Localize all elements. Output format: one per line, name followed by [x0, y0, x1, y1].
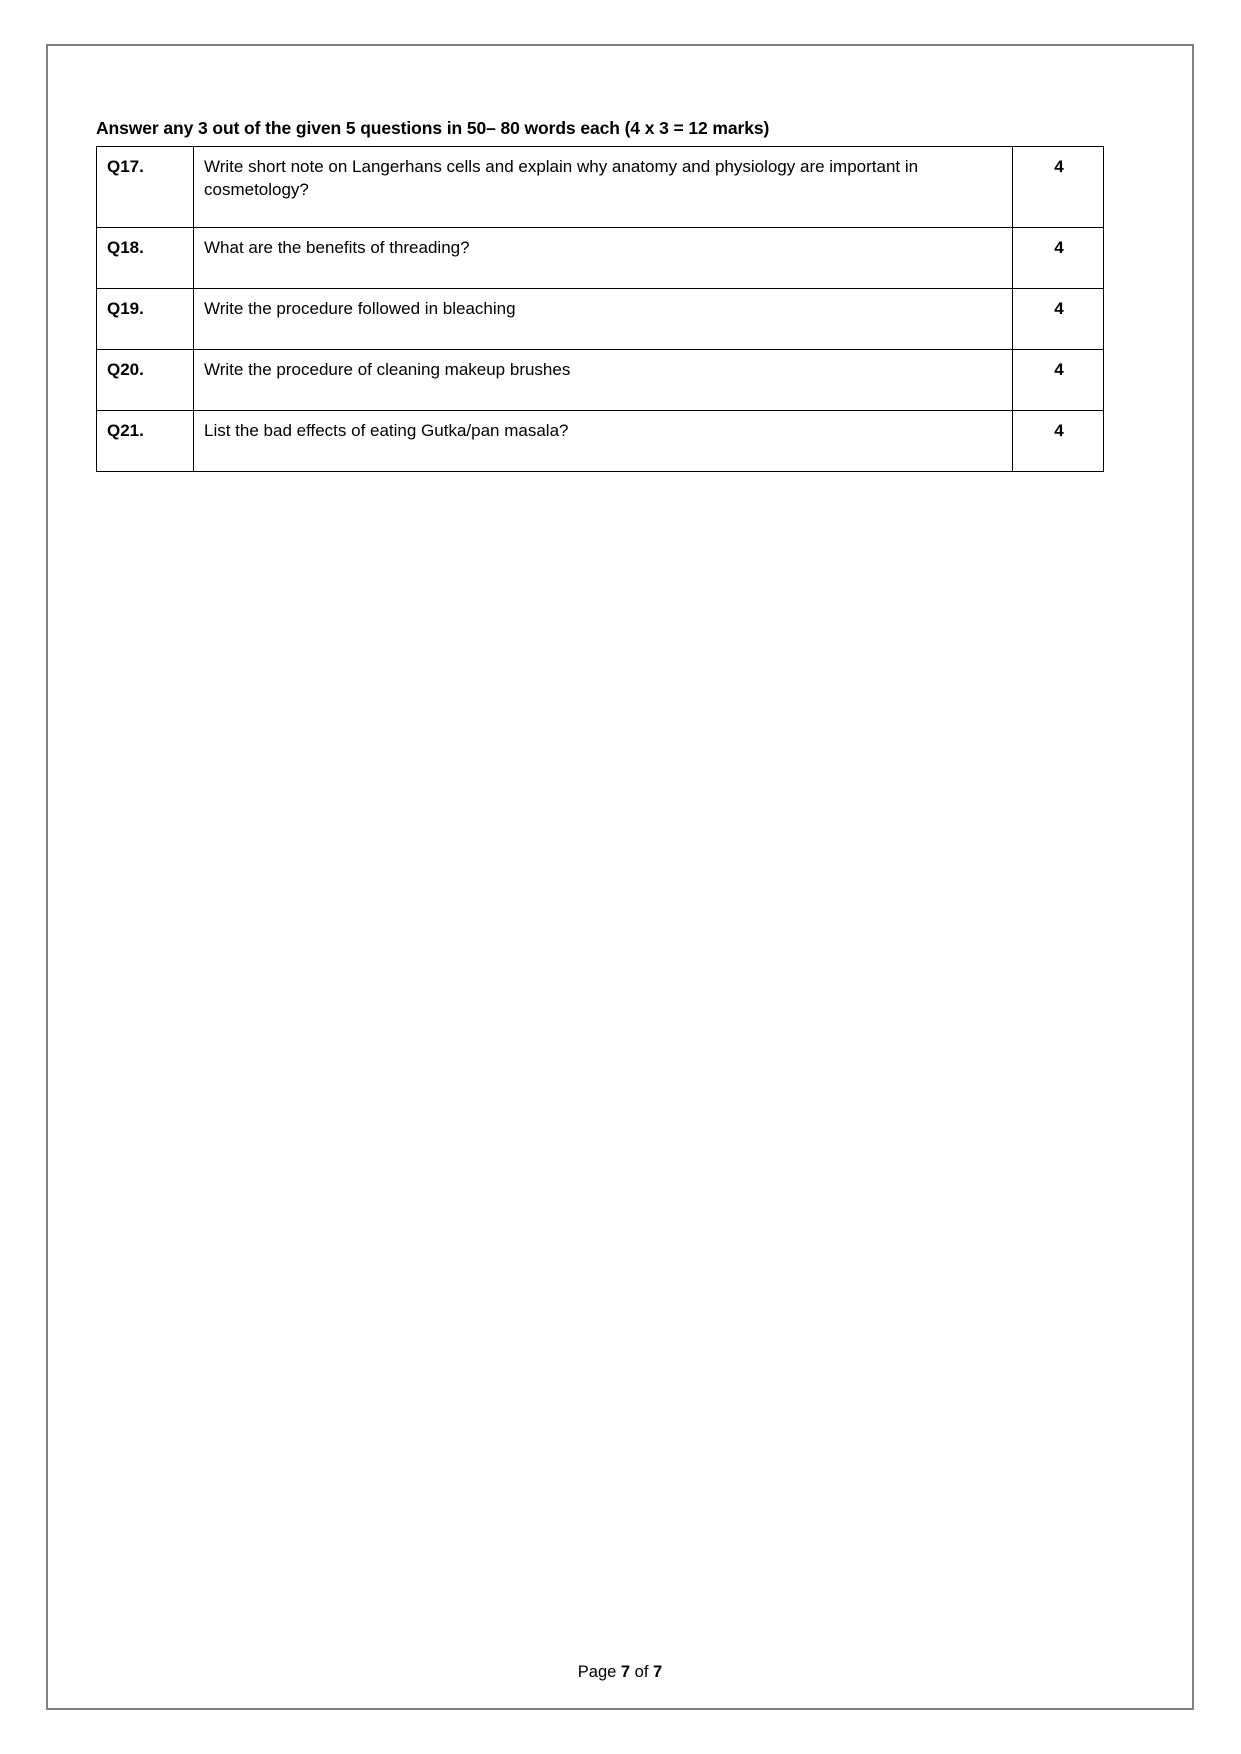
table-row: [97, 289, 1104, 350]
question-text: Write the procedure of cleaning makeup brushes: [194, 350, 1013, 411]
footer-total-pages: 7: [653, 1663, 663, 1681]
document-page: [46, 44, 1194, 1710]
question-number: Q20.: [97, 350, 194, 411]
question-marks: 4: [1013, 289, 1104, 350]
question-number: Q18.: [97, 228, 194, 289]
footer-middle: of: [630, 1663, 654, 1681]
question-text: Write the procedure followed in bleaching: [194, 289, 1013, 350]
question-marks: 4: [1013, 411, 1104, 472]
footer-current-page: 7: [620, 1663, 631, 1681]
question-marks: 4: [1013, 147, 1104, 228]
questions-table: [96, 146, 1104, 472]
question-number: Q19.: [97, 289, 194, 350]
footer-prefix: Page: [577, 1663, 621, 1681]
question-number: Q21.: [97, 411, 194, 472]
table-row: [97, 411, 1104, 472]
question-number: Q17.: [97, 147, 194, 228]
page-content: [96, 118, 1144, 472]
question-text: Write short note on Langerhans cells and explain why anatomy and physiology are important in cosmetology?: [194, 147, 1013, 228]
section-heading: Answer any 3 out of the given 5 questions in 50– 80 words each (4 x 3 = 12 marks): [96, 118, 770, 138]
table-row: [97, 147, 1104, 228]
table-row: [97, 228, 1104, 289]
page-footer: [48, 1663, 1192, 1682]
table-row: [97, 350, 1104, 411]
question-marks: 4: [1013, 350, 1104, 411]
question-marks: 4: [1013, 228, 1104, 289]
question-text: What are the benefits of threading?: [194, 228, 1013, 289]
question-text: List the bad effects of eating Gutka/pan masala?: [194, 411, 1013, 472]
